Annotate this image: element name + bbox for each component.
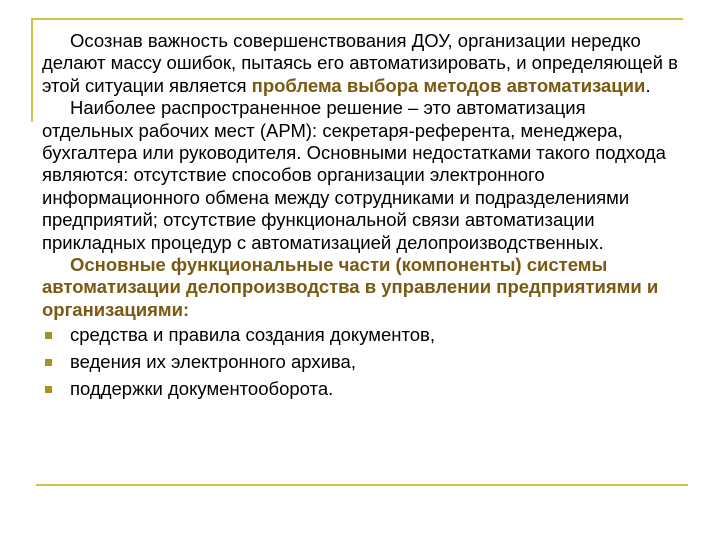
square-bullet-icon [45,332,52,339]
slide-body [42,30,682,405]
paragraph-intro [42,30,682,97]
list-item [42,351,682,373]
intro-end: . [645,74,651,96]
intro-text: Осознав важность совершенствования ДОУ, организации нередко делают массу ошибок, пытаясь его автоматизировать, и определяющей в этой ситуации является [42,30,678,96]
top-rule [31,18,683,20]
components-list [42,324,682,400]
paragraph-arm: Наиболее распространенное решение – это автоматизация отдельных рабочих мест (АРМ): секретаря-референта, менеджера, бухгалтера или руководителя. Основными недостатками такого подхода являются: отсутствие способов организации электронного информационного обмена между сотрудниками и подразделениями предприятий; отсутствие функциональной связи автоматизации прикладных процедур с автоматизацией делопроизводственных. [42,97,666,253]
intro-highlight: проблема выбора методов автоматизации [251,74,646,96]
list-item [42,324,682,346]
components-heading: Основные функциональные части (компоненты) системы автоматизации делопроизводства в управлении предприятиями и организациями: [42,254,659,320]
list-item-text: средства и правила создания документов, [70,324,436,346]
list-item-text: поддержки документооборота. [70,378,334,400]
bottom-rule [36,484,688,486]
list-item-text: ведения их электронного архива, [70,351,356,373]
list-item [42,378,682,400]
left-vertical-rule [31,18,33,122]
square-bullet-icon [45,386,52,393]
square-bullet-icon [45,359,52,366]
